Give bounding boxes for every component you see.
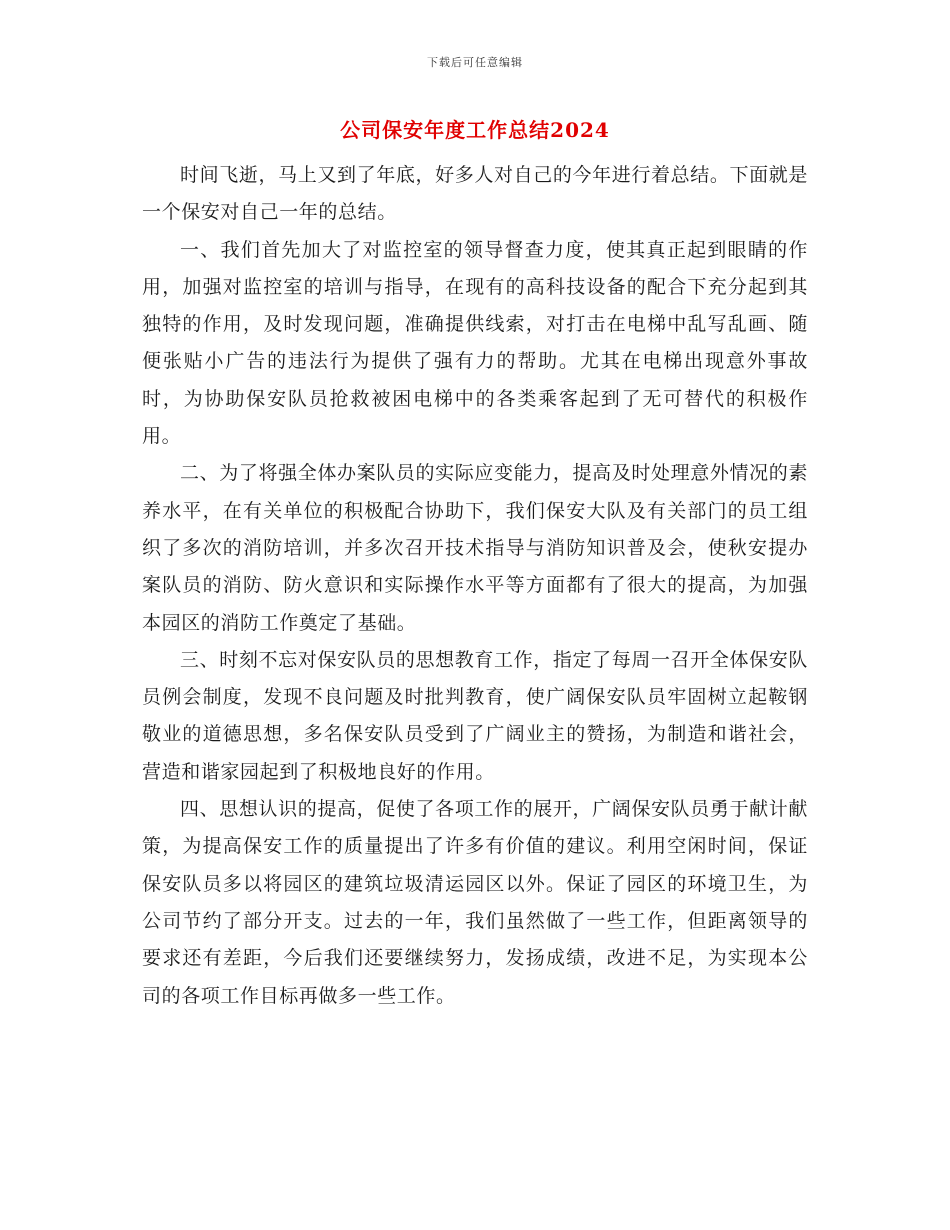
paragraph-4: 四、思想认识的提高，促使了各项工作的展开，广阔保安队员勇于献计献策，为提高保安工作的质量提出了许多有价值的建议。利用空闲时间，保证保安队员多以将园区的建筑垃圾清运园区以外。保证了园区的环境卫生，为公司节约了部分开支。过去的一年，我们虽然做了一些工作，但距离领导的要求还有差距，今后我们还要继续努力，发扬成绩，改进不足，为实现本公司的各项工作目标再做多一些工作。 <box>142 798 808 1007</box>
paragraph-intro: 时间飞逝，马上又到了年底，好多人对自己的今年进行着总结。下面就是一个保安对自己一年的总结。 <box>142 164 808 224</box>
header-note: 下载后可任意编辑 <box>427 56 523 69</box>
paragraph-3: 三、时刻不忘对保安队员的思想教育工作，指定了每周一召开全体保安队员例会制度，发现不良问题及时批判教育，使广阔保安队员牢固树立起鞍钢敬业的道德思想，多名保安队员受到了广阔业主的赞扬，为制造和谐社会，营造和谐家园起到了积极地良好的作用。 <box>142 648 808 783</box>
paragraph-1: 一、我们首先加大了对监控室的领导督查力度，使其真正起到眼睛的作用，加强对监控室的培训与指导，在现有的高科技设备的配合下充分起到其独特的作用，及时发现问题，准确提供线索，对打击在电梯中乱写乱画、随便张贴小广告的违法行为提供了强有力的帮助。尤其在电梯出现意外事故时，为协助保安队员抢救被困电梯中的各类乘客起到了无可替代的积极作用。 <box>142 238 808 448</box>
document-body <box>142 157 808 1015</box>
document-title: 公司保安年度工作总结2024 <box>340 118 610 142</box>
paragraph-2: 二、为了将强全体办案队员的实际应变能力，提高及时处理意外情况的素养水平，在有关单位的积极配合协助下，我们保安大队及有关部门的员工组织了多次的消防培训，并多次召开技术指导与消防知识普及会，使秋安提办案队员的消防、防火意识和实际操作水平等方面都有了很大的提高，为加强本园区的消防工作奠定了基础。 <box>142 462 808 634</box>
